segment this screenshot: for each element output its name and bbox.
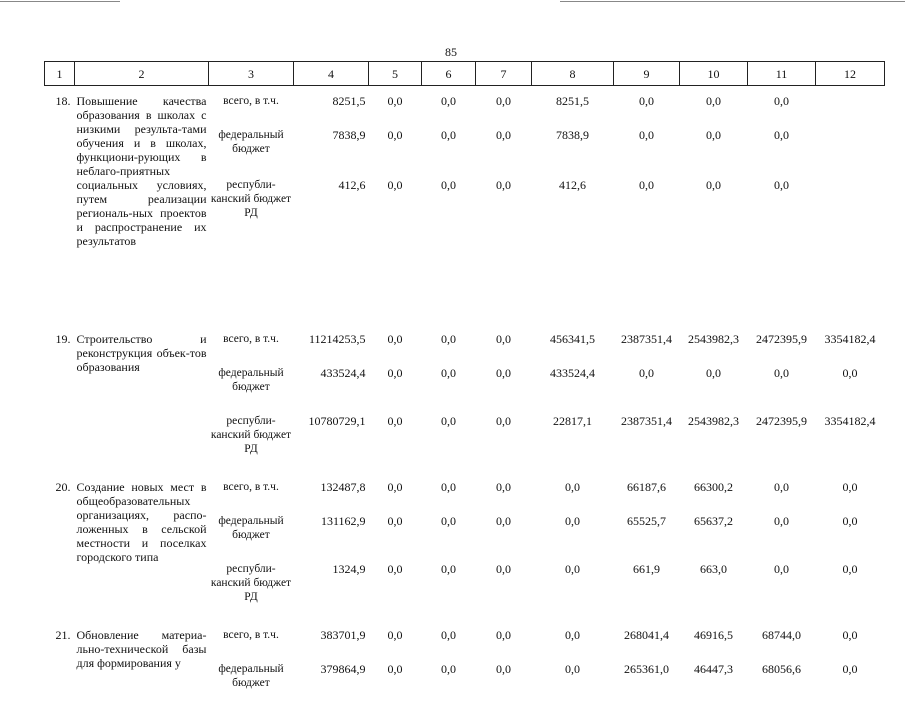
value-cell: 265361,0 [614,654,680,702]
value-cell: 0,0 [816,554,885,614]
value-cell: 0,0 [476,554,532,614]
row-number: 21. [45,620,75,702]
value-cell: 0,0 [476,620,532,654]
value-cell: 0,0 [422,472,476,506]
value-cell: 22817,1 [532,406,614,466]
value-cell: 3354182,4 [816,406,885,466]
value-cell: 0,0 [422,86,476,121]
column-header: 7 [476,62,532,86]
value-cell [816,170,885,318]
column-header: 3 [209,62,294,86]
column-header: 1 [45,62,75,86]
row-number: 19. [45,324,75,466]
value-cell: 8251,5 [294,86,369,121]
column-header: 4 [294,62,369,86]
funding-source: федеральный бюджет [209,506,294,554]
value-cell: 0,0 [422,358,476,406]
table-row [45,620,885,654]
measure-name: Повышение качества образования в школах с низкими результа-тами обучения и в школах, функциони-рующих в неблаго-приятных социальных условиях, путем реализации региональ-ных проектов и распространение их результатов [75,86,209,319]
value-cell: 0,0 [816,358,885,406]
value-cell: 412,6 [294,170,369,318]
value-cell: 0,0 [614,170,680,318]
value-cell: 0,0 [748,120,816,170]
value-cell: 65637,2 [680,506,748,554]
value-cell: 66300,2 [680,472,748,506]
value-cell: 0,0 [614,120,680,170]
page-number: 85 [445,45,457,60]
value-cell: 0,0 [680,86,748,121]
value-cell: 2543982,3 [680,406,748,466]
value-cell: 0,0 [369,472,422,506]
value-cell: 7838,9 [532,120,614,170]
value-cell: 663,0 [680,554,748,614]
value-cell: 0,0 [680,358,748,406]
value-cell: 2472395,9 [748,406,816,466]
funding-source: республи-канский бюджет РД [209,554,294,614]
value-cell: 0,0 [369,120,422,170]
funding-source: всего, в т.ч. [209,620,294,654]
value-cell: 0,0 [476,406,532,466]
value-cell: 0,0 [476,472,532,506]
value-cell: 0,0 [422,554,476,614]
table-body [45,86,885,708]
value-cell: 0,0 [532,554,614,614]
value-cell: 0,0 [369,506,422,554]
column-header: 9 [614,62,680,86]
top-border-left [0,1,120,2]
value-cell: 0,0 [422,620,476,654]
table-row [45,86,885,121]
value-cell: 0,0 [422,120,476,170]
value-cell: 0,0 [532,654,614,702]
value-cell: 8251,5 [532,86,614,121]
value-cell: 0,0 [680,120,748,170]
column-header: 2 [75,62,209,86]
value-cell: 0,0 [369,170,422,318]
value-cell: 0,0 [369,620,422,654]
value-cell: 7838,9 [294,120,369,170]
value-cell: 0,0 [532,472,614,506]
value-cell: 383701,9 [294,620,369,654]
value-cell: 2387351,4 [614,406,680,466]
column-header: 6 [422,62,476,86]
value-cell: 0,0 [369,324,422,358]
value-cell: 0,0 [614,358,680,406]
funding-source: всего, в т.ч. [209,472,294,506]
value-cell: 661,9 [614,554,680,614]
row-spacer [45,702,885,708]
value-cell: 0,0 [816,506,885,554]
funding-source: федеральный бюджет [209,654,294,702]
value-cell: 10780729,1 [294,406,369,466]
value-cell: 2387351,4 [614,324,680,358]
value-cell: 0,0 [816,472,885,506]
value-cell: 456341,5 [532,324,614,358]
value-cell: 0,0 [476,506,532,554]
value-cell: 131162,9 [294,506,369,554]
column-header: 10 [680,62,748,86]
value-cell: 0,0 [369,654,422,702]
value-cell: 0,0 [532,620,614,654]
funding-source: федеральный бюджет [209,358,294,406]
row-number: 18. [45,86,75,319]
value-cell: 0,0 [369,86,422,121]
value-cell: 11214253,5 [294,324,369,358]
value-cell: 0,0 [816,620,885,654]
value-cell: 0,0 [816,654,885,702]
value-cell: 0,0 [422,324,476,358]
value-cell: 433524,4 [294,358,369,406]
funding-source: всего, в т.ч. [209,86,294,121]
value-cell: 412,6 [532,170,614,318]
value-cell [816,86,885,121]
value-cell: 0,0 [476,358,532,406]
measure-name: Создание новых мест в общеобразовательных организациях, распо-ложенных в сельской местности и поселках городского типа [75,472,209,614]
table-row [45,472,885,506]
column-header: 8 [532,62,614,86]
value-cell: 68056,6 [748,654,816,702]
measure-name: Обновление материа-льно-технической базы для формирования у [75,620,209,702]
value-cell: 46447,3 [680,654,748,702]
spacer-cell [45,702,885,708]
value-cell: 0,0 [476,170,532,318]
value-cell: 0,0 [748,506,816,554]
funding-source: федеральный бюджет [209,120,294,170]
value-cell: 0,0 [476,120,532,170]
value-cell: 0,0 [748,554,816,614]
funding-source: республи-канский бюджет РД [209,406,294,466]
value-cell: 0,0 [422,406,476,466]
value-cell [816,120,885,170]
value-cell: 46916,5 [680,620,748,654]
value-cell: 0,0 [748,170,816,318]
column-header: 5 [369,62,422,86]
value-cell: 65525,7 [614,506,680,554]
budget-table [44,61,885,708]
column-header: 12 [816,62,885,86]
funding-source: всего, в т.ч. [209,324,294,358]
value-cell: 3354182,4 [816,324,885,358]
value-cell: 132487,8 [294,472,369,506]
value-cell: 0,0 [476,86,532,121]
value-cell: 66187,6 [614,472,680,506]
value-cell: 0,0 [476,654,532,702]
value-cell: 433524,4 [532,358,614,406]
value-cell: 0,0 [369,358,422,406]
column-header: 11 [748,62,816,86]
table-row [45,324,885,358]
value-cell: 379864,9 [294,654,369,702]
value-cell: 0,0 [422,170,476,318]
value-cell: 0,0 [422,654,476,702]
value-cell: 268041,4 [614,620,680,654]
table-header-row [45,62,885,86]
value-cell: 0,0 [369,406,422,466]
value-cell: 0,0 [680,170,748,318]
value-cell: 0,0 [422,506,476,554]
value-cell: 0,0 [748,472,816,506]
value-cell: 1324,9 [294,554,369,614]
value-cell: 0,0 [748,358,816,406]
measure-name: Строительство и реконструкция объек-тов образования [75,324,209,466]
value-cell: 2543982,3 [680,324,748,358]
value-cell: 68744,0 [748,620,816,654]
value-cell: 0,0 [476,324,532,358]
top-border-right [560,1,905,2]
value-cell: 0,0 [748,86,816,121]
funding-source: республи-канский бюджет РД [209,170,294,318]
value-cell: 0,0 [614,86,680,121]
row-number: 20. [45,472,75,614]
value-cell: 2472395,9 [748,324,816,358]
value-cell: 0,0 [532,506,614,554]
value-cell: 0,0 [369,554,422,614]
